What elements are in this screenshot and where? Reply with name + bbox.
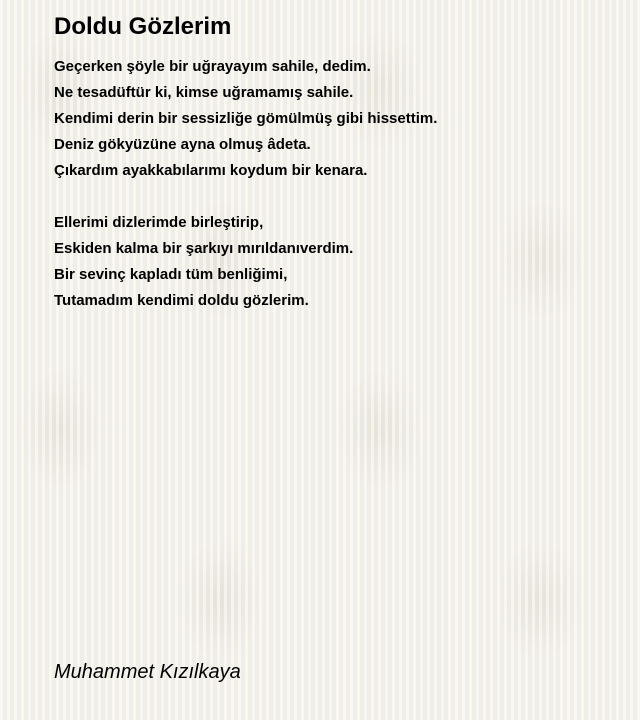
poem-body [54,54,614,340]
verse-line: Tutamadım kendimi doldu gözlerim. [54,292,309,309]
poem-title: Doldu Gözlerim [54,13,232,40]
verse-line: Ne tesadüftür ki, kimse uğramamış sahile. [54,84,354,101]
verse-line: Eskiden kalma bir şarkıyı mırıldanıverdim. [54,240,354,257]
verse-line: Bir sevinç kapladı tüm benliğimi, [54,266,288,283]
verse-line: Kendimi derin bir sessizliğe gömülmüş gibi hissettim. [54,110,438,127]
stanza-2 [54,210,614,314]
verse-line: Ellerimi dizlerimde birleştirip, [54,214,264,231]
verse-line: Geçerken şöyle bir uğrayayım sahile, dedim. [54,58,371,75]
poem-author: Muhammet Kızılkaya [54,661,241,683]
verse-line: Çıkardım ayakkabılarımı koydum bir kenara. [54,162,368,179]
stanza-1 [54,54,614,184]
verse-line: Deniz gökyüzüne ayna olmuş âdeta. [54,136,311,153]
